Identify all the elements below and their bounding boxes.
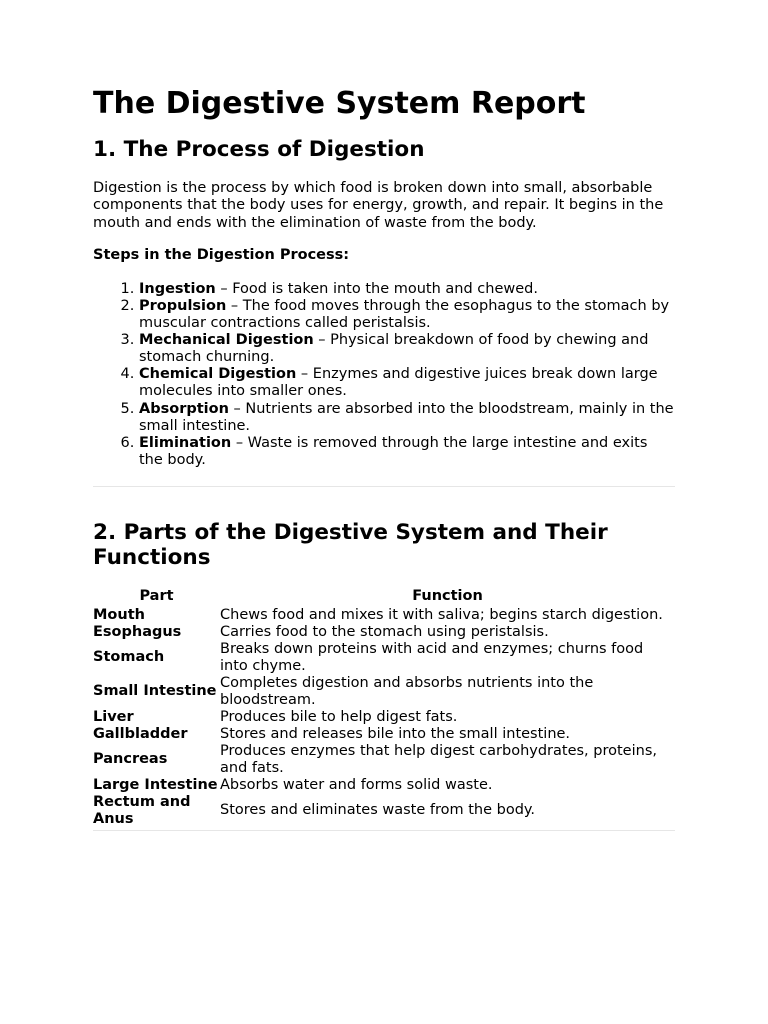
step-item xyxy=(139,298,675,332)
table-row xyxy=(93,794,675,828)
part-cell: Mouth xyxy=(93,606,145,623)
function-cell: Absorbs water and forms solid waste. xyxy=(220,776,493,793)
table-row xyxy=(93,607,675,624)
part-cell: Large Intestine xyxy=(93,776,218,793)
section-2-heading: 2. Parts of the Digestive System and Their Functions xyxy=(93,519,608,570)
step-item xyxy=(139,366,675,400)
step-item xyxy=(139,435,675,469)
steps-list xyxy=(93,281,675,469)
part-cell: Rectum and Anus xyxy=(93,793,191,827)
part-cell: Small Intestine xyxy=(93,683,217,700)
table-row xyxy=(93,709,675,726)
function-cell: Completes digestion and absorbs nutrients into the bloodstream. xyxy=(220,674,594,708)
document-title: The Digestive System Report xyxy=(93,86,586,121)
step-term: Absorption xyxy=(139,400,229,417)
table-row xyxy=(93,726,675,743)
document-page xyxy=(93,84,675,831)
part-cell: Liver xyxy=(93,708,134,725)
part-cell: Stomach xyxy=(93,649,165,666)
table-row xyxy=(93,624,675,641)
function-cell: Chews food and mixes it with saliva; begins starch digestion. xyxy=(220,606,663,623)
parts-table xyxy=(93,588,675,828)
step-term: Chemical Digestion xyxy=(139,366,297,383)
column-header-part: Part xyxy=(139,587,174,604)
step-item xyxy=(139,281,675,298)
step-text: – Nutrients are absorbed into the bloodstream, mainly in the small intestine. xyxy=(139,400,674,434)
table-row xyxy=(93,743,675,777)
step-text: – Enzymes and digestive juices break down large molecules into smaller ones. xyxy=(139,366,658,400)
function-cell: Produces bile to help digest fats. xyxy=(220,708,458,725)
step-term: Mechanical Digestion xyxy=(139,332,314,349)
part-cell: Pancreas xyxy=(93,751,168,768)
function-cell: Carries food to the stomach using peristalsis. xyxy=(220,623,549,640)
step-text: – The food moves through the esophagus to the stomach by muscular contractions called peristalsis. xyxy=(139,297,670,332)
intro-paragraph: Digestion is the process by which food is broken down into small, absorbable components that the body uses for energy, growth, and repair. It begins in the mouth and ends with the elimination of waste from the body. xyxy=(93,180,664,231)
step-text: – Waste is removed through the large intestine and exits the body. xyxy=(139,434,648,468)
table-header-row xyxy=(93,588,675,607)
step-term: Elimination xyxy=(139,434,232,451)
step-item xyxy=(139,401,675,435)
table-row xyxy=(93,675,675,709)
section-1-heading: 1. The Process of Digestion xyxy=(93,137,425,162)
function-cell: Stores and releases bile into the small intestine. xyxy=(220,725,571,742)
step-text: – Physical breakdown of food by chewing and stomach churning. xyxy=(139,332,649,366)
table-bottom-divider xyxy=(93,830,675,831)
table-row xyxy=(93,777,675,794)
step-item xyxy=(139,332,675,366)
steps-heading: Steps in the Digestion Process: xyxy=(93,246,350,263)
table-row xyxy=(93,641,675,675)
part-cell: Gallbladder xyxy=(93,725,188,742)
step-text: – Food is taken into the mouth and chewed. xyxy=(215,280,538,297)
step-term: Ingestion xyxy=(139,280,216,297)
part-cell: Esophagus xyxy=(93,623,182,640)
function-cell: Breaks down proteins with acid and enzymes; churns food into chyme. xyxy=(220,640,644,674)
section-divider xyxy=(93,486,675,487)
step-term: Propulsion xyxy=(139,297,227,314)
column-header-function: Function xyxy=(412,587,483,604)
function-cell: Produces enzymes that help digest carbohydrates, proteins, and fats. xyxy=(220,742,657,776)
function-cell: Stores and eliminates waste from the body. xyxy=(220,802,536,819)
